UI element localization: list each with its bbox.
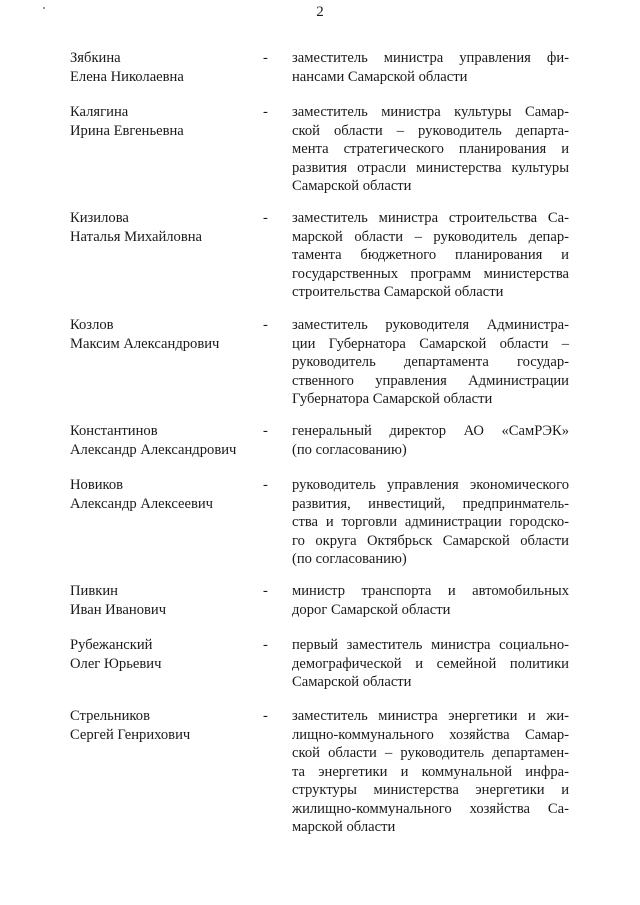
position-line: заместитель министра культуры Самар- <box>292 104 569 120</box>
separator-dash: - <box>263 583 268 599</box>
position-line: (по согласованию) <box>292 441 407 458</box>
member-given-names: Александр Александрович <box>70 441 237 458</box>
member-given-names: Максим Александрович <box>70 335 220 352</box>
member-surname: Стрельников <box>70 708 150 724</box>
member-given-names: Александр Алексеевич <box>70 495 214 512</box>
separator-dash: - <box>263 477 268 493</box>
member-position <box>292 707 569 837</box>
separator-dash: - <box>263 104 268 120</box>
member-name <box>70 422 260 459</box>
position-line: ства и торговли администрации городско- <box>292 514 569 530</box>
position-line: дорог Самарской области <box>292 601 451 618</box>
member-name <box>70 49 260 86</box>
position-line: ственного управления Администрации <box>292 372 569 389</box>
position-line: заместитель министра управления фи- <box>292 50 569 66</box>
position-line: марской области – руководитель депар- <box>292 228 569 245</box>
member-surname: Рубежанский <box>70 637 153 653</box>
page-number: 2 <box>316 4 324 20</box>
member-surname: Кизилова <box>70 210 129 226</box>
member-surname: Козлов <box>70 317 114 333</box>
position-line: заместитель министра энергетики и жи- <box>292 708 569 724</box>
position-line: марской области <box>292 819 396 835</box>
member-given-names: Наталья Михайловна <box>70 228 203 245</box>
position-line: лищно-коммунального хозяйства Самар- <box>292 726 569 743</box>
position-line: развития отрасли министерства культуры <box>292 159 569 176</box>
separator-dash: - <box>263 317 268 333</box>
member-given-names: Олег Юрьевич <box>70 655 162 672</box>
member-position <box>292 476 569 569</box>
position-line: демографической и семейной политики <box>292 655 569 672</box>
separator-dash: - <box>263 637 268 653</box>
position-line: руководитель управления экономического <box>292 477 569 493</box>
position-line: Самарской области <box>292 674 412 690</box>
position-line: структуры министерства энергетики и <box>292 782 569 798</box>
member-position <box>292 422 569 459</box>
position-line: руководитель департамента государ- <box>292 354 569 370</box>
position-line: Губернатора Самарской области <box>292 391 493 407</box>
position-line: мента стратегического планирования и <box>292 141 569 157</box>
position-line: Самарской области <box>292 178 412 194</box>
member-position <box>292 316 569 409</box>
separator-dash: - <box>263 210 268 226</box>
member-surname: Калягина <box>70 104 129 120</box>
position-line: нансами Самарской области <box>292 68 468 85</box>
member-surname: Зябкина <box>70 50 121 66</box>
position-line: ской области – руководитель департа- <box>292 122 569 139</box>
member-given-names: Ирина Евгеньевна <box>70 122 184 139</box>
separator-dash: - <box>263 50 268 66</box>
position-line: министр транспорта и автомобильных <box>292 583 569 599</box>
member-position <box>292 636 569 692</box>
member-name <box>70 636 260 673</box>
position-line: ской области – руководитель департамен- <box>292 745 569 761</box>
member-name <box>70 476 260 513</box>
position-line: заместитель руководителя Администра- <box>292 317 569 333</box>
position-line: тамента бюджетного планирования и <box>292 247 569 263</box>
member-position <box>292 49 569 86</box>
position-line: развития, инвестиций, предпринматель- <box>292 495 569 512</box>
position-line: (по согласованию) <box>292 551 407 567</box>
member-position <box>292 103 569 196</box>
member-given-names: Сергей Генрихович <box>70 726 191 743</box>
position-line: генеральный директор АО «СамРЭК» <box>292 423 569 439</box>
member-given-names: Елена Николаевна <box>70 68 184 85</box>
member-name <box>70 103 260 140</box>
member-surname: Константинов <box>70 423 158 439</box>
position-line: ции Губернатора Самарской области – <box>292 335 569 352</box>
member-name <box>70 209 260 246</box>
position-line: та энергетики и коммунальной инфра- <box>292 763 569 780</box>
member-name <box>70 707 260 744</box>
member-surname: Новиков <box>70 477 124 493</box>
position-line: го округа Октябрьск Самарской области <box>292 532 569 549</box>
member-name <box>70 582 260 619</box>
separator-dash: - <box>263 423 268 439</box>
position-line: заместитель министра строительства Са- <box>292 210 569 226</box>
member-position <box>292 209 569 302</box>
position-line: строительства Самарской области <box>292 284 504 300</box>
position-line: государственных программ министерства <box>292 265 569 282</box>
position-line: первый заместитель министра социально- <box>292 637 569 653</box>
member-name <box>70 316 260 353</box>
position-line: жилищно-коммунального хозяйства Са- <box>292 800 569 817</box>
separator-dash: - <box>263 708 268 724</box>
member-surname: Пивкин <box>70 583 118 599</box>
member-given-names: Иван Иванович <box>70 601 167 618</box>
member-position <box>292 582 569 619</box>
